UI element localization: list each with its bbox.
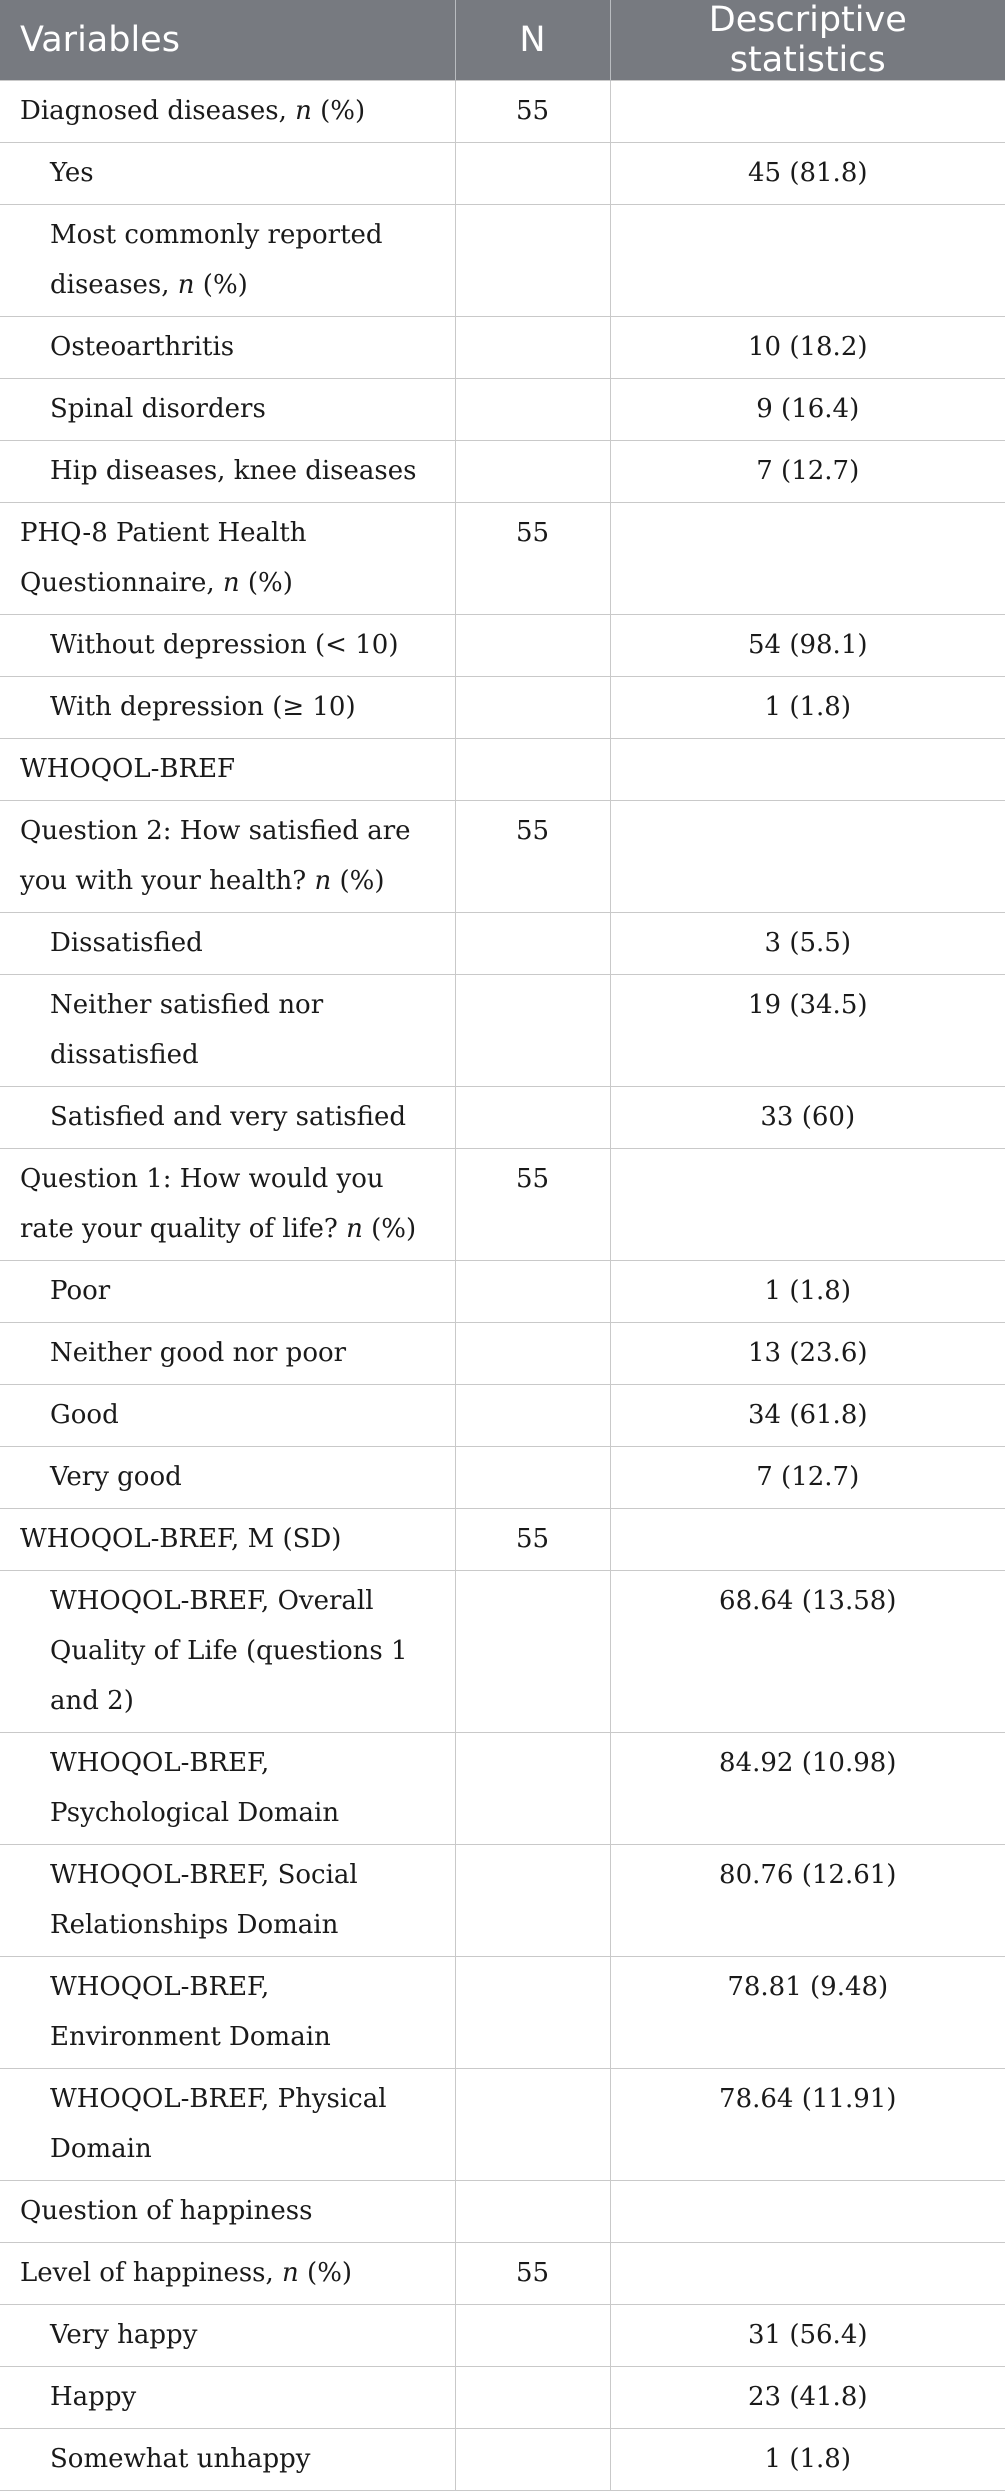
row-variable: Neither satisfied nor dissatisfied <box>0 975 455 1087</box>
row-n <box>455 2305 610 2367</box>
row-n <box>455 615 610 677</box>
row-value: 80.76 (12.61) <box>610 1845 1005 1957</box>
row-variable: Neither good nor poor <box>0 1323 455 1385</box>
row-n <box>455 2429 610 2491</box>
row-value <box>610 739 1005 801</box>
row-variable: WHOQOL-BREF, M (SD) <box>0 1509 455 1571</box>
row-n <box>455 1571 610 1733</box>
table-row <box>0 1957 1005 2069</box>
row-n <box>455 1087 610 1149</box>
row-n <box>455 379 610 441</box>
row-value: 7 (12.7) <box>610 1447 1005 1509</box>
table-row <box>0 379 1005 441</box>
row-value <box>610 503 1005 615</box>
header-n: N <box>455 0 610 81</box>
row-n <box>455 2181 610 2243</box>
table-row <box>0 1323 1005 1385</box>
row-variable: Good <box>0 1385 455 1447</box>
row-value: 31 (56.4) <box>610 2305 1005 2367</box>
row-value: 1 (1.8) <box>610 1261 1005 1323</box>
row-value <box>610 1509 1005 1571</box>
table-row <box>0 205 1005 317</box>
row-variable: Hip diseases, knee diseases <box>0 441 455 503</box>
row-value: 54 (98.1) <box>610 615 1005 677</box>
table-row <box>0 677 1005 739</box>
row-variable: Question 2: How satisfied are you with your health? n (%) <box>0 801 455 913</box>
row-variable: Question of happiness <box>0 2181 455 2243</box>
row-n: 55 <box>455 81 610 143</box>
row-variable: Without depression (< 10) <box>0 615 455 677</box>
row-variable: Poor <box>0 1261 455 1323</box>
row-n <box>455 441 610 503</box>
row-value: 1 (1.8) <box>610 677 1005 739</box>
row-value: 84.92 (10.98) <box>610 1733 1005 1845</box>
table-row <box>0 1149 1005 1261</box>
row-n <box>455 2367 610 2429</box>
header-row <box>0 0 1005 81</box>
table-row <box>0 2243 1005 2305</box>
row-n <box>455 739 610 801</box>
row-value: 78.81 (9.48) <box>610 1957 1005 2069</box>
row-value: 3 (5.5) <box>610 913 1005 975</box>
row-value: 34 (61.8) <box>610 1385 1005 1447</box>
row-value <box>610 2243 1005 2305</box>
table-row <box>0 1845 1005 1957</box>
row-variable: PHQ-8 Patient Health Questionnaire, n (%) <box>0 503 455 615</box>
row-variable: WHOQOL-BREF, Environment Domain <box>0 1957 455 2069</box>
row-variable: Very happy <box>0 2305 455 2367</box>
table-row <box>0 143 1005 205</box>
row-value: 1 (1.8) <box>610 2429 1005 2491</box>
row-value: 10 (18.2) <box>610 317 1005 379</box>
table-row <box>0 1087 1005 1149</box>
row-n <box>455 2069 610 2181</box>
row-variable: WHOQOL-BREF <box>0 739 455 801</box>
row-value: 9 (16.4) <box>610 379 1005 441</box>
row-variable: Question 1: How would you rate your quality of life? n (%) <box>0 1149 455 1261</box>
table-row <box>0 975 1005 1087</box>
table-body <box>0 81 1005 2491</box>
table-header <box>0 0 1005 81</box>
row-variable: WHOQOL-BREF, Social Relationships Domain <box>0 1845 455 1957</box>
row-n: 55 <box>455 1149 610 1261</box>
table-row <box>0 2305 1005 2367</box>
row-variable: Happy <box>0 2367 455 2429</box>
row-n <box>455 975 610 1087</box>
table-row <box>0 1733 1005 1845</box>
row-variable: Satisfied and very satisfied <box>0 1087 455 1149</box>
row-n <box>455 1447 610 1509</box>
table-row <box>0 739 1005 801</box>
row-value <box>610 801 1005 913</box>
row-value: 45 (81.8) <box>610 143 1005 205</box>
row-n: 55 <box>455 2243 610 2305</box>
table-row <box>0 913 1005 975</box>
row-variable: Most commonly reported diseases, n (%) <box>0 205 455 317</box>
table-row <box>0 1509 1005 1571</box>
row-n <box>455 913 610 975</box>
row-value <box>610 2181 1005 2243</box>
row-value <box>610 1149 1005 1261</box>
row-value <box>610 81 1005 143</box>
row-variable: Dissatisfied <box>0 913 455 975</box>
table-row <box>0 441 1005 503</box>
row-n <box>455 1957 610 2069</box>
row-value: 78.64 (11.91) <box>610 2069 1005 2181</box>
table-row <box>0 503 1005 615</box>
row-n: 55 <box>455 801 610 913</box>
table-row <box>0 2367 1005 2429</box>
row-variable: Spinal disorders <box>0 379 455 441</box>
row-variable: Level of happiness, n (%) <box>0 2243 455 2305</box>
row-value: 13 (23.6) <box>610 1323 1005 1385</box>
row-value: 19 (34.5) <box>610 975 1005 1087</box>
row-n <box>455 1845 610 1957</box>
row-n <box>455 1323 610 1385</box>
table-row <box>0 1385 1005 1447</box>
row-variable: Yes <box>0 143 455 205</box>
table-row <box>0 1571 1005 1733</box>
table-row <box>0 1261 1005 1323</box>
row-n: 55 <box>455 1509 610 1571</box>
row-variable: WHOQOL-BREF, Overall Quality of Life (questions 1 and 2) <box>0 1571 455 1733</box>
table-row <box>0 2181 1005 2243</box>
row-variable: WHOQOL-BREF, Physical Domain <box>0 2069 455 2181</box>
table-row <box>0 801 1005 913</box>
row-n: 55 <box>455 503 610 615</box>
table-row <box>0 1447 1005 1509</box>
row-value: 68.64 (13.58) <box>610 1571 1005 1733</box>
row-variable: With depression (≥ 10) <box>0 677 455 739</box>
table-row <box>0 317 1005 379</box>
row-n <box>455 1261 610 1323</box>
table-row <box>0 81 1005 143</box>
row-n <box>455 205 610 317</box>
row-n <box>455 1733 610 1845</box>
row-n <box>455 143 610 205</box>
table-row <box>0 2429 1005 2491</box>
row-n <box>455 677 610 739</box>
row-n <box>455 317 610 379</box>
row-value <box>610 205 1005 317</box>
table-row <box>0 2069 1005 2181</box>
row-value: 33 (60) <box>610 1087 1005 1149</box>
header-descriptive-statistics: Descriptive statistics <box>610 0 1005 81</box>
row-variable: Diagnosed diseases, n (%) <box>0 81 455 143</box>
row-variable: WHOQOL-BREF, Psychological Domain <box>0 1733 455 1845</box>
row-value: 7 (12.7) <box>610 441 1005 503</box>
row-n <box>455 1385 610 1447</box>
header-variables: Variables <box>0 0 455 81</box>
row-variable: Somewhat unhappy <box>0 2429 455 2491</box>
row-value: 23 (41.8) <box>610 2367 1005 2429</box>
table-row <box>0 615 1005 677</box>
row-variable: Very good <box>0 1447 455 1509</box>
row-variable: Osteoarthritis <box>0 317 455 379</box>
